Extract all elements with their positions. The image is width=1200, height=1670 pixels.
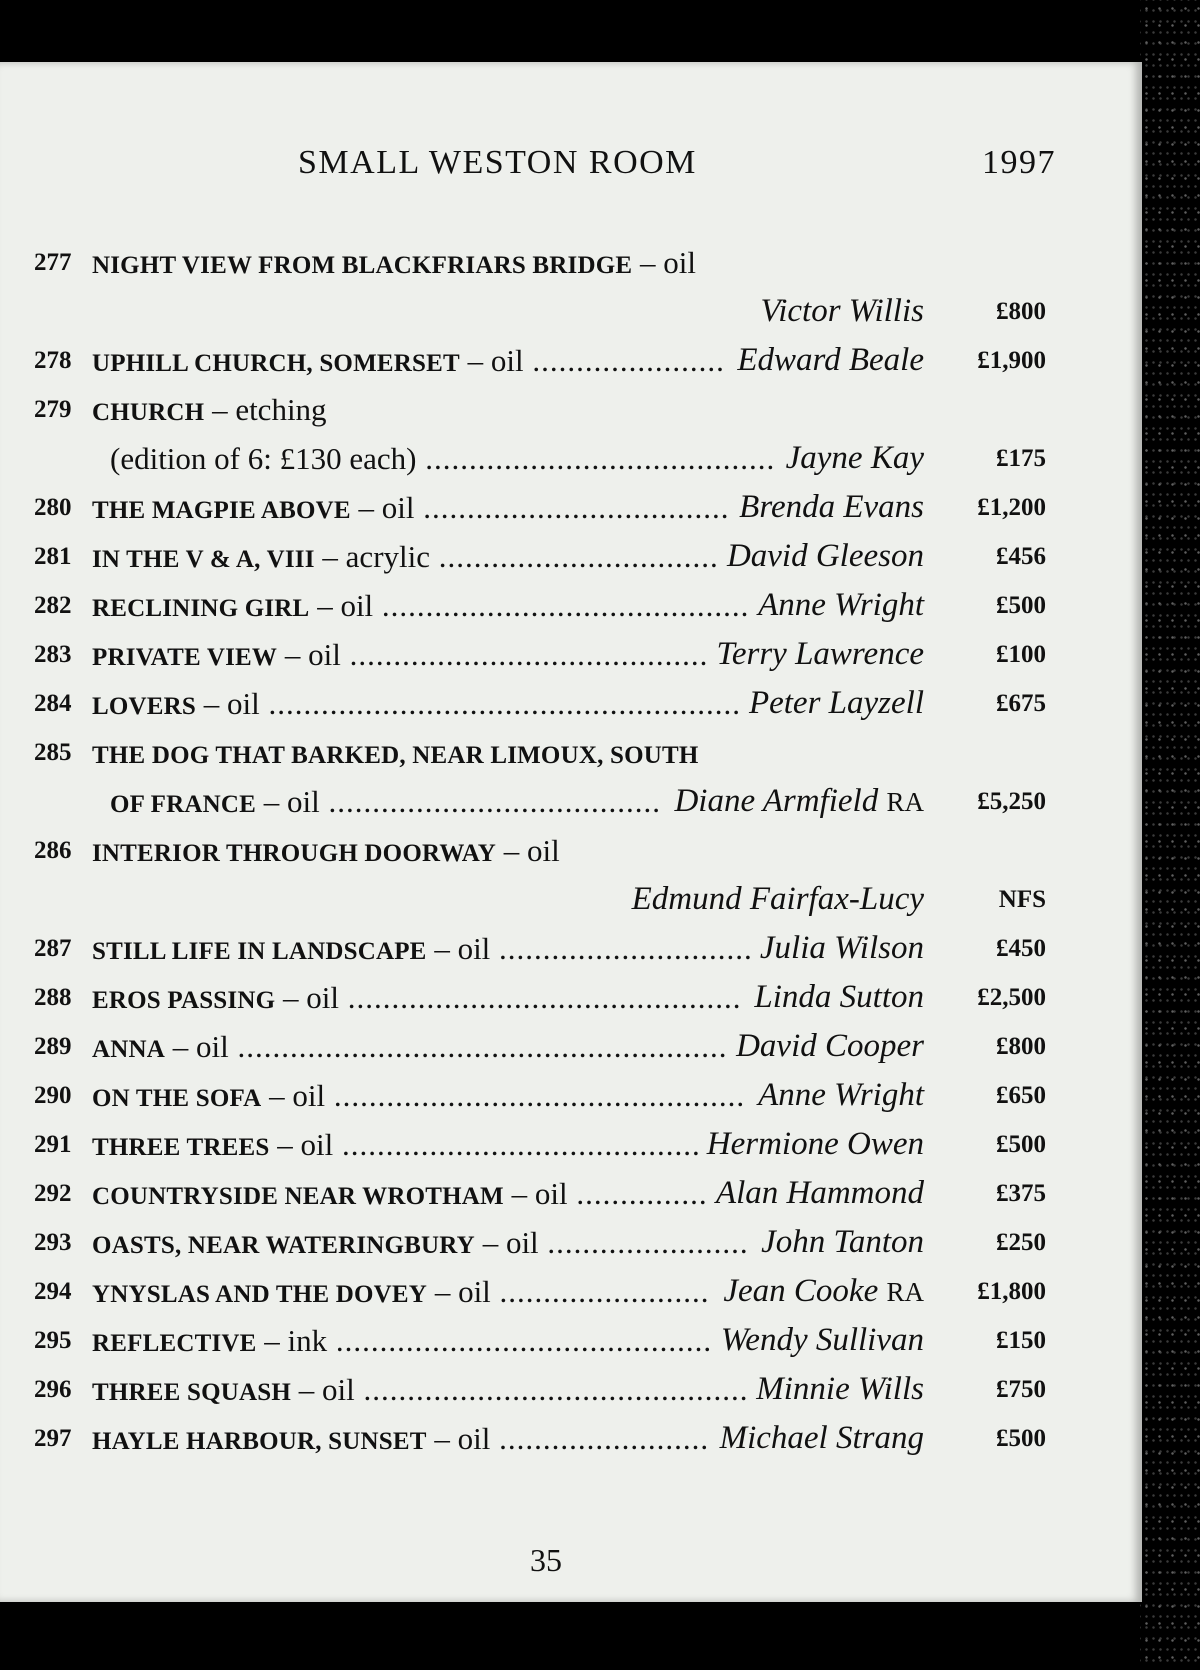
artwork-medium: oil bbox=[534, 1176, 568, 1211]
entry-line bbox=[0, 630, 1142, 679]
entry-line bbox=[0, 483, 1142, 532]
separator: – bbox=[426, 931, 458, 966]
leader-dots: ...................................................... bbox=[259, 686, 741, 721]
artwork-medium: oil bbox=[306, 980, 339, 1015]
entry-line bbox=[0, 385, 1142, 434]
artwork-title: THE MAGPIE ABOVE bbox=[92, 497, 351, 524]
entry-text bbox=[92, 581, 1142, 633]
separator: – bbox=[256, 1323, 288, 1358]
artwork-title: CHURCH bbox=[92, 399, 205, 426]
separator: – bbox=[165, 1029, 197, 1064]
price: £1,900 bbox=[977, 347, 1046, 374]
price: £450 bbox=[996, 935, 1046, 962]
artwork-medium: oil bbox=[490, 343, 524, 378]
price: £800 bbox=[996, 298, 1046, 325]
entry-text bbox=[92, 1316, 1142, 1368]
artwork-medium: oil bbox=[321, 1372, 355, 1407]
entry-line bbox=[0, 1267, 1142, 1316]
artist-block bbox=[749, 679, 924, 728]
artist-name: David Cooper bbox=[736, 1028, 924, 1064]
artist-block bbox=[761, 1218, 924, 1267]
artist-block bbox=[737, 336, 924, 385]
artist-block bbox=[632, 875, 924, 924]
entry-line bbox=[0, 1218, 1142, 1267]
entry-line bbox=[0, 1316, 1142, 1365]
entry-text bbox=[92, 1218, 1142, 1270]
background-starfield bbox=[1140, 0, 1200, 1670]
artwork-title: INTERIOR THROUGH DOORWAY bbox=[92, 840, 496, 867]
leader-dots: ........................ bbox=[490, 1274, 710, 1309]
separator: – bbox=[426, 1421, 458, 1456]
price: £150 bbox=[996, 1327, 1046, 1354]
leader-dots: ....................... bbox=[538, 1225, 749, 1260]
entry-text bbox=[92, 1169, 1142, 1221]
artwork-title: ANNA bbox=[92, 1036, 166, 1063]
artwork-medium: oil bbox=[300, 1127, 334, 1162]
page-header bbox=[0, 144, 1142, 194]
entry-number: 291 bbox=[34, 1131, 72, 1158]
artwork-medium: oil bbox=[457, 1421, 491, 1456]
entry-text bbox=[92, 924, 1142, 976]
artist-name: Jean Cooke bbox=[723, 1273, 879, 1309]
artwork-title: OASTS, NEAR WATERINGBURY bbox=[92, 1232, 475, 1259]
artist-name: Minnie Wills bbox=[756, 1371, 924, 1407]
price: £650 bbox=[996, 1082, 1046, 1109]
artwork-medium: etching bbox=[235, 392, 327, 427]
separator: – bbox=[459, 343, 491, 378]
separator: – bbox=[496, 833, 527, 868]
artwork-medium: oil bbox=[663, 245, 696, 280]
entry-text bbox=[92, 385, 1142, 437]
year: 1997 bbox=[982, 144, 1056, 181]
artist-block bbox=[760, 924, 924, 973]
entry-line bbox=[0, 973, 1142, 1022]
entry-number: 290 bbox=[34, 1082, 72, 1109]
artwork-medium: oil bbox=[340, 588, 374, 623]
leader-dots: ............................................ bbox=[354, 1372, 749, 1407]
artwork-title: STILL LIFE IN LANDSCAPE bbox=[92, 938, 427, 965]
room-title: SMALL WESTON ROOM bbox=[298, 144, 697, 181]
entry-text bbox=[92, 826, 1142, 878]
artwork-title: IN THE V & A, VIII bbox=[92, 546, 315, 573]
entry-text bbox=[92, 532, 1142, 584]
price: £456 bbox=[996, 543, 1046, 570]
separator: – bbox=[204, 392, 236, 427]
artwork-title: EROS PASSING bbox=[92, 987, 276, 1014]
entry-number: 280 bbox=[34, 494, 72, 521]
separator: – bbox=[309, 588, 341, 623]
artist-block bbox=[716, 1169, 924, 1218]
entry-number: 287 bbox=[34, 935, 72, 962]
artist-block bbox=[739, 483, 924, 532]
separator: – bbox=[503, 1176, 535, 1211]
edition-note: (edition of 6: £130 each) bbox=[110, 441, 417, 476]
leader-dots: ........................................... bbox=[327, 1323, 713, 1358]
entry-line bbox=[0, 1414, 1142, 1463]
entry-line-continued bbox=[0, 434, 1142, 483]
artist-suffix: RA bbox=[886, 1277, 924, 1307]
artwork-medium: oil bbox=[505, 1225, 539, 1260]
artwork-title: ON THE SOFA bbox=[92, 1085, 262, 1112]
leader-dots: ............................. bbox=[490, 931, 753, 966]
artist-name: Jayne Kay bbox=[785, 440, 924, 476]
artist-block bbox=[727, 532, 924, 581]
artist-suffix: RA bbox=[886, 787, 924, 817]
price: NFS bbox=[998, 886, 1046, 913]
price: £675 bbox=[996, 690, 1046, 717]
entry-number: 282 bbox=[34, 592, 72, 619]
artwork-medium: ink bbox=[287, 1323, 328, 1358]
artist-block bbox=[721, 1316, 924, 1365]
separator: – bbox=[269, 1127, 301, 1162]
artist-name: Alan Hammond bbox=[715, 1175, 924, 1211]
artwork-title: RECLINING GIRL bbox=[92, 595, 310, 622]
artist-block bbox=[707, 1120, 924, 1169]
artwork-title: REFLECTIVE bbox=[92, 1330, 257, 1357]
artist-name: Terry Lawrence bbox=[716, 636, 924, 672]
artist-block bbox=[674, 777, 924, 827]
artwork-medium: oil bbox=[527, 833, 560, 868]
separator: – bbox=[277, 637, 309, 672]
artist-name: David Gleeson bbox=[726, 538, 924, 574]
artist-block bbox=[758, 581, 924, 630]
separator: – bbox=[275, 980, 307, 1015]
artwork-title: THREE SQUASH bbox=[92, 1379, 291, 1406]
artwork-title: UPHILL CHURCH, SOMERSET bbox=[92, 350, 460, 377]
entry-line-continued bbox=[0, 875, 1142, 924]
entry-line-continued bbox=[0, 287, 1142, 336]
entry-text bbox=[92, 238, 1142, 290]
entry-line bbox=[0, 679, 1142, 728]
entry-number: 281 bbox=[34, 543, 72, 570]
artwork-title: LOVERS bbox=[92, 693, 197, 720]
entry-text bbox=[92, 1414, 1142, 1466]
artist-name: Wendy Sullivan bbox=[720, 1322, 924, 1358]
artist-name: Victor Willis bbox=[760, 293, 924, 329]
entry-text-continued bbox=[110, 434, 1142, 483]
artist-name: Diane Armfield bbox=[674, 783, 879, 819]
leader-dots: ......................................... bbox=[340, 637, 709, 672]
artwork-medium: oil bbox=[292, 1078, 326, 1113]
artwork-medium: oil bbox=[287, 784, 320, 819]
artist-name: Hermione Owen bbox=[706, 1126, 924, 1162]
entry-text bbox=[92, 630, 1142, 682]
entry-number: 294 bbox=[34, 1278, 72, 1305]
artist-name: John Tanton bbox=[761, 1224, 924, 1260]
entry-line bbox=[0, 336, 1142, 385]
entry-number: 278 bbox=[34, 347, 72, 374]
artist-name: Edward Beale bbox=[737, 342, 924, 378]
separator: – bbox=[350, 490, 382, 525]
artist-name: Julia Wilson bbox=[759, 930, 924, 966]
price: £375 bbox=[996, 1180, 1046, 1207]
entry-text bbox=[92, 1071, 1142, 1123]
entry-line bbox=[0, 1071, 1142, 1120]
price: £500 bbox=[996, 1425, 1046, 1452]
artist-block bbox=[720, 1414, 924, 1463]
leader-dots: ........................................................ bbox=[228, 1029, 728, 1064]
artist-block bbox=[756, 1365, 924, 1414]
artwork-title: HAYLE HARBOUR, SUNSET bbox=[92, 1428, 427, 1455]
price: £175 bbox=[996, 445, 1046, 472]
page-number: 35 bbox=[530, 1542, 562, 1578]
separator: – bbox=[632, 245, 664, 280]
price: £250 bbox=[996, 1229, 1046, 1256]
leader-dots: ................................... bbox=[414, 490, 730, 525]
artist-name: Anne Wright bbox=[758, 587, 924, 623]
leader-dots: ...................... bbox=[523, 343, 725, 378]
entry-line bbox=[0, 728, 1142, 777]
separator: – bbox=[256, 784, 288, 819]
separator: – bbox=[314, 539, 346, 574]
entry-line bbox=[0, 1169, 1142, 1218]
entry-number: 285 bbox=[34, 739, 72, 766]
entry-number: 284 bbox=[34, 690, 72, 717]
entry-line bbox=[0, 1022, 1142, 1071]
entry-number: 277 bbox=[34, 249, 72, 276]
entry-line bbox=[0, 826, 1142, 875]
artwork-title: NIGHT VIEW FROM BLACKFRIARS BRIDGE bbox=[92, 252, 633, 279]
entry-number: 283 bbox=[34, 641, 72, 668]
separator: – bbox=[196, 686, 228, 721]
price: £800 bbox=[996, 1033, 1046, 1060]
price: £100 bbox=[996, 641, 1046, 668]
artwork-title: PRIVATE VIEW bbox=[92, 644, 278, 671]
separator: – bbox=[261, 1078, 293, 1113]
entry-line bbox=[0, 924, 1142, 973]
entry-text bbox=[92, 1022, 1142, 1074]
artist-block bbox=[761, 287, 924, 336]
leader-dots: ........................................ bbox=[416, 441, 776, 476]
artist-block bbox=[736, 1022, 924, 1071]
artwork-medium: oil bbox=[196, 1029, 229, 1064]
artist-block bbox=[758, 1071, 924, 1120]
entry-text bbox=[92, 1365, 1142, 1417]
entry-line bbox=[0, 1120, 1142, 1169]
entry-line-continued bbox=[0, 777, 1142, 826]
entry-text bbox=[92, 1120, 1142, 1172]
artwork-medium: oil bbox=[227, 686, 260, 721]
artist-name: Peter Layzell bbox=[748, 685, 924, 721]
entry-number: 288 bbox=[34, 984, 72, 1011]
artist-block bbox=[723, 1267, 924, 1317]
artist-block bbox=[754, 973, 924, 1022]
artist-block bbox=[786, 434, 924, 483]
entry-line bbox=[0, 581, 1142, 630]
entry-number: 286 bbox=[34, 837, 72, 864]
entry-line bbox=[0, 238, 1142, 287]
entry-line bbox=[0, 532, 1142, 581]
entry-list bbox=[0, 238, 1142, 1463]
artwork-medium: acrylic bbox=[345, 539, 430, 574]
entry-number: 292 bbox=[34, 1180, 72, 1207]
entry-number: 293 bbox=[34, 1229, 72, 1256]
leader-dots: .......................................... bbox=[373, 588, 750, 623]
price: £500 bbox=[996, 592, 1046, 619]
separator: – bbox=[474, 1225, 506, 1260]
leader-dots: ............... bbox=[567, 1176, 708, 1211]
price: £5,250 bbox=[977, 788, 1046, 815]
entry-number: 289 bbox=[34, 1033, 72, 1060]
artist-name: Brenda Evans bbox=[739, 489, 924, 525]
leader-dots: ................................ bbox=[430, 539, 719, 574]
leader-dots: ........................ bbox=[490, 1421, 710, 1456]
artwork-title: THE DOG THAT BARKED, NEAR LIMOUX, SOUTH bbox=[92, 742, 699, 769]
price: £1,800 bbox=[977, 1278, 1046, 1305]
artwork-medium: oil bbox=[457, 931, 491, 966]
entry-text bbox=[92, 679, 1142, 731]
entry-number: 295 bbox=[34, 1327, 72, 1354]
entry-number: 297 bbox=[34, 1425, 72, 1452]
catalogue-page bbox=[0, 62, 1142, 1602]
separator: – bbox=[427, 1274, 459, 1309]
separator: – bbox=[290, 1372, 322, 1407]
entry-number: 296 bbox=[34, 1376, 72, 1403]
artwork-medium: oil bbox=[458, 1274, 491, 1309]
artwork-title: YNYSLAS AND THE DOVEY bbox=[92, 1281, 428, 1308]
leader-dots: ............................................. bbox=[338, 980, 742, 1015]
artwork-medium: oil bbox=[381, 490, 415, 525]
leader-dots: ............................................... bbox=[325, 1078, 746, 1113]
artwork-medium: oil bbox=[308, 637, 341, 672]
price: £1,200 bbox=[977, 494, 1046, 521]
artwork-title: THREE TREES bbox=[92, 1134, 270, 1161]
artist-name: Linda Sutton bbox=[754, 979, 924, 1015]
artwork-title-continued: OF FRANCE bbox=[110, 791, 257, 818]
artist-block bbox=[717, 630, 924, 679]
leader-dots: ...................................... bbox=[319, 784, 661, 819]
artist-name: Michael Strang bbox=[719, 1420, 924, 1456]
entry-text bbox=[92, 728, 1142, 780]
artist-name: Anne Wright bbox=[758, 1077, 924, 1113]
artwork-title: COUNTRYSIDE NEAR WROTHAM bbox=[92, 1183, 504, 1210]
entry-line bbox=[0, 1365, 1142, 1414]
entry-number: 279 bbox=[34, 396, 72, 423]
artist-name: Edmund Fairfax-Lucy bbox=[631, 881, 924, 917]
price: £2,500 bbox=[977, 984, 1046, 1011]
price: £500 bbox=[996, 1131, 1046, 1158]
price: £750 bbox=[996, 1376, 1046, 1403]
leader-dots: ......................................... bbox=[333, 1127, 701, 1162]
